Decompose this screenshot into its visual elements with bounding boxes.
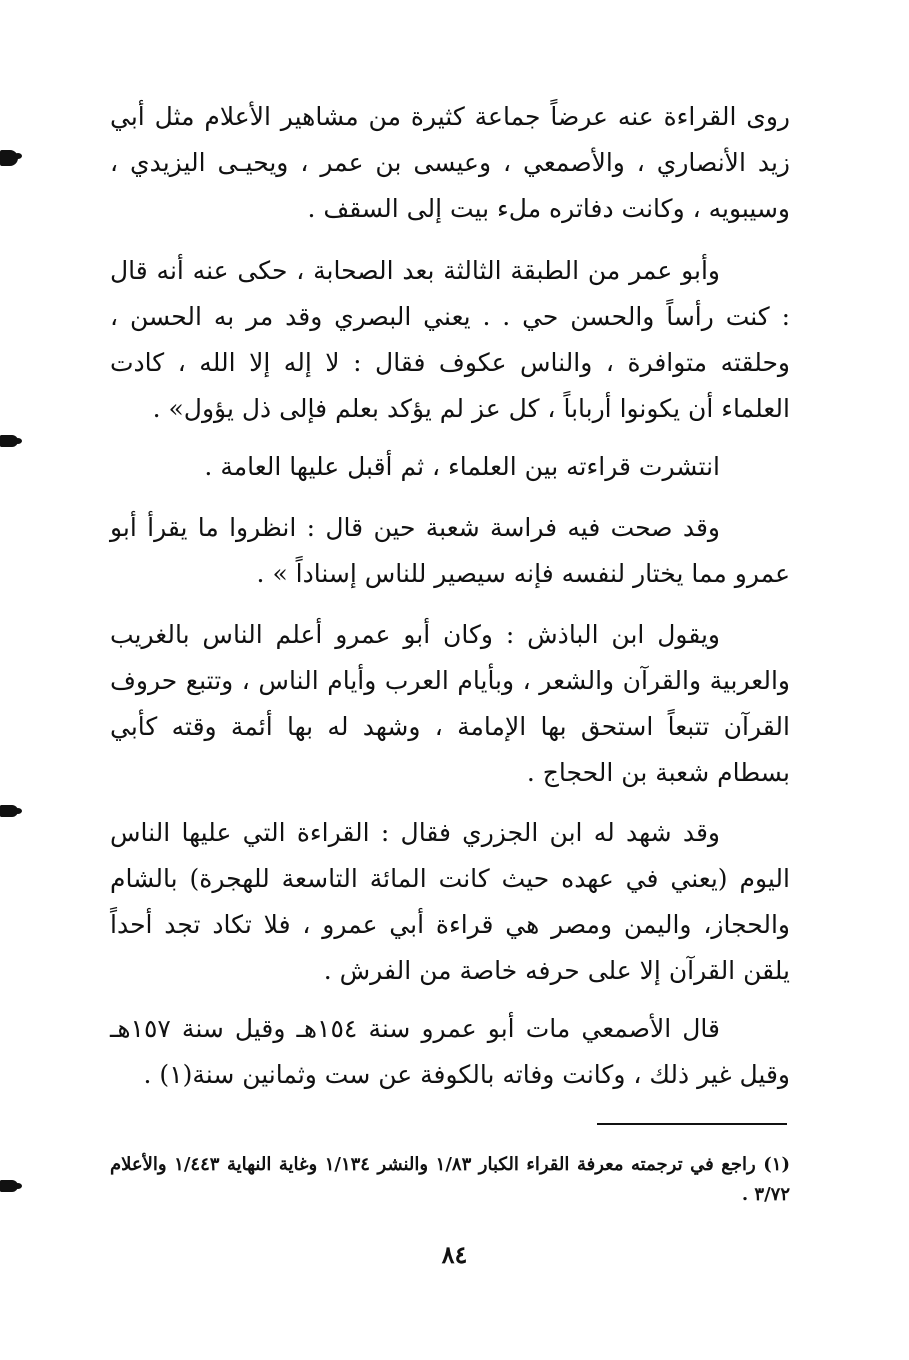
paragraph-4 (110, 505, 790, 597)
binding-mark (0, 1180, 18, 1192)
paragraph-1 (110, 94, 790, 232)
paragraph-6 (110, 810, 790, 994)
binding-mark (0, 805, 18, 817)
footnote (110, 1150, 790, 1210)
footnote-text: (١) راجع في ترجمته معرفة القراء الكبار ١/٨٣ والنشر ١/١٣٤ وغاية النهاية ١/٤٤٣ والأعلام ٣/٧٢ . (110, 1154, 790, 1205)
paragraph-text: وقد شهد له ابن الجزري فقال : القراءة التي عليها الناس اليوم (يعني في عهده حيث كانت المائة التاسعة للهجرة) بالشام والحجاز، واليمن ومصر هي قراءة أبي عمرو ، فلا تكاد تجد أحداً يلقن القرآن إلا على حرفه خاصة من الفرش . (110, 818, 790, 985)
paragraph-7 (110, 1006, 790, 1098)
paragraph-text: وقد صحت فيه فراسة شعبة حين قال : انظروا ما يقرأ أبو عمرو مما يختار لنفسه فإنه سيصير للناس إسناداً » . (110, 513, 790, 588)
paragraph-text: روى القراءة عنه عرضاً جماعة كثيرة من مشاهير الأعلام مثل أبي زيد الأنصاري ، والأصمعي ، وعيسى بن عمر ، ويحيـى اليزيدي ، وسيبويه ، وكانت دفاتره ملء بيت إلى السقف . (110, 102, 790, 223)
page-number: ٨٤ (441, 1240, 468, 1269)
binding-mark (0, 150, 18, 166)
paragraph-2 (110, 248, 790, 432)
paragraph-text: قال الأصمعي مات أبو عمرو سنة ١٥٤هـ وقيل سنة ١٥٧هـ وقيل غير ذلك ، وكانت وفاته بالكوفة عن ست وثمانين سنة(١) . (110, 1014, 790, 1089)
footnote-divider (597, 1123, 787, 1125)
paragraph-5 (110, 612, 790, 796)
binding-mark (0, 435, 18, 447)
paragraph-3 (110, 444, 790, 490)
paragraph-text: وأبو عمر من الطبقة الثالثة بعد الصحابة ، حكى عنه أنه قال : كنت رأساً والحسن حي . . يعني البصري وقد مر به الحسن ، وحلقته متوافرة ، والناس عكوف فقال : لا إله إلا الله ، كادت العلماء أن يكونوا أرباباً ، كل عز لم يؤكد بعلم فإلى ذل يؤول» . (110, 256, 790, 423)
paragraph-text: ويقول ابن الباذش : وكان أبو عمرو أعلم الناس بالغريب والعربية والقرآن والشعر ، وبأيام العرب وأيام الناس ، وتتبع حروف القرآن تتبعاً استحق بها الإمامة ، وشهد له بها أئمة وقته كأبي بسطام شعبة بن الحجاج . (110, 620, 790, 787)
paragraph-text: انتشرت قراءته بين العلماء ، ثم أقبل عليها العامة . (204, 452, 720, 481)
